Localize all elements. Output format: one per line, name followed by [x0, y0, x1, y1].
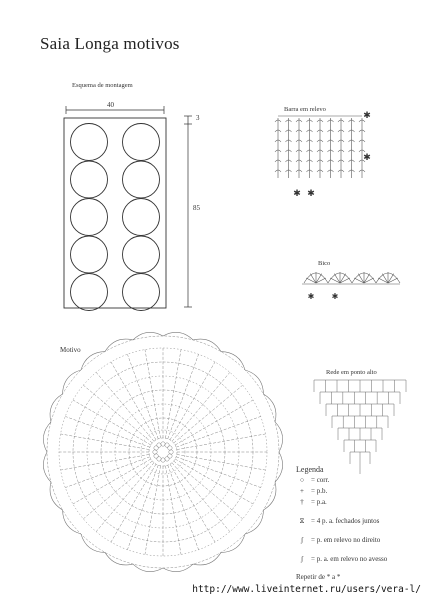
motif-circle: [71, 274, 108, 311]
legend-item: [296, 486, 387, 497]
assembly-height-label: 85: [193, 204, 200, 212]
motif-round: [149, 438, 177, 466]
center-chain: [154, 454, 158, 458]
motif-scallop: [263, 394, 276, 422]
motif-circle: [123, 124, 160, 161]
legend: [296, 464, 387, 583]
center-chain: [165, 457, 169, 461]
motif-circle: [71, 161, 108, 198]
motif-circles: [71, 124, 160, 311]
center-chain: [161, 442, 165, 446]
height-dimension: [184, 116, 192, 307]
motif-spoke: [177, 454, 266, 470]
motif-spoke: [61, 434, 150, 450]
motif-scallop: [81, 352, 105, 370]
motif-scallop: [163, 332, 193, 340]
legend-repeat: Repetir de * a *: [296, 573, 341, 581]
repeat-asterisk: ✱: [363, 110, 371, 120]
assembly-top-label: 3: [196, 114, 200, 122]
motif-spoke: [145, 466, 161, 555]
legend-heading: Legenda: [296, 465, 324, 474]
center-chain: [168, 454, 172, 458]
motif-scallop: [50, 482, 63, 510]
center-chain: [168, 446, 172, 450]
motif-circle: [123, 274, 160, 311]
motif-scallop: [221, 534, 245, 552]
repeat-asterisk: ✱: [307, 292, 315, 301]
legend-text: = 4 p. a. fechados juntos: [311, 517, 380, 525]
motif-chart: [43, 332, 282, 571]
motif-spoke: [176, 416, 261, 447]
motif-scallop: [105, 552, 133, 565]
bico-chart: [302, 272, 400, 301]
motif-spoke: [176, 457, 261, 488]
motif-circle: [123, 236, 160, 273]
motif-spoke: [127, 354, 158, 439]
legend-text: = p. a. em relevo no avesso: [311, 555, 388, 563]
motif-scallop: [63, 370, 81, 394]
assembly-width-label: 40: [107, 101, 114, 109]
front-post-icon: ʃ: [300, 536, 304, 544]
motif-scallop: [221, 352, 245, 370]
single-crochet-icon: +: [300, 487, 304, 495]
center-chain: [153, 450, 157, 454]
motif-spoke: [168, 354, 199, 439]
motif-scallop: [263, 482, 276, 510]
motif-spoke: [165, 350, 181, 439]
motif-spoke: [145, 350, 161, 439]
motif-circle: [123, 161, 160, 198]
cluster-icon: ⧖: [299, 517, 305, 525]
width-dimension: [66, 106, 164, 114]
source-url: http://www.liveinternet.ru/users/vera-l/: [192, 584, 421, 595]
legend-item: [296, 554, 387, 565]
net-label: Rede em ponto alto: [326, 369, 377, 376]
center-chain: [169, 450, 173, 454]
motif-spoke: [165, 466, 181, 555]
motif-spoke: [65, 457, 150, 488]
motif-circle: [71, 124, 108, 161]
motif-spoke: [127, 465, 158, 550]
motif-scallop: [133, 564, 163, 572]
legend-text: = p.a.: [311, 498, 327, 506]
motif-scallop: [245, 510, 263, 534]
motif-spoke: [168, 465, 199, 550]
motif-spoke: [177, 434, 266, 450]
motif-scallop: [105, 339, 133, 352]
motif-spoke: [65, 416, 150, 447]
relief-bar-chart: [275, 110, 371, 198]
center-chain: [157, 457, 161, 461]
page-title: Saia Longa motivos: [40, 34, 180, 53]
motif-circle: [71, 236, 108, 273]
net-chart: [314, 380, 406, 474]
motif-label: Motivo: [60, 346, 81, 354]
motif-scallop: [193, 339, 221, 352]
center-chain: [161, 458, 165, 462]
back-post-icon: ʃ: [300, 555, 304, 563]
assembly-label: Esquema de montagem: [72, 82, 133, 89]
motif-scallop: [245, 370, 263, 394]
center-chain: [165, 443, 169, 447]
double-crochet-icon: †: [300, 498, 304, 506]
repeat-asterisk: ✱: [331, 292, 339, 301]
motif-scallop: [193, 552, 221, 565]
legend-text: = corr.: [311, 476, 330, 484]
repeat-asterisk: ✱: [363, 152, 371, 162]
relief-bars-label: Barra em relevo: [284, 106, 326, 113]
motif-round: [59, 348, 267, 556]
chain-stitch-icon: ○: [299, 476, 305, 484]
repeat-asterisk: ✱: [293, 188, 301, 198]
legend-item: [296, 535, 387, 546]
legend-item: [296, 475, 387, 486]
center-chain: [157, 443, 161, 447]
legend-text: = p. em relevo no direito: [311, 536, 381, 544]
motif-scallop: [81, 534, 105, 552]
motif-spoke: [61, 454, 150, 470]
motif-scallop: [50, 394, 63, 422]
center-chain: [154, 446, 158, 450]
legend-text: = p.b.: [311, 487, 328, 495]
repeat-asterisk: ✱: [307, 188, 315, 198]
bico-label: Bico: [318, 260, 331, 267]
motif-circle: [71, 199, 108, 236]
motif-scallop: [63, 510, 81, 534]
legend-item: [296, 497, 387, 508]
assembly-frame: [64, 118, 166, 308]
motif-circle: [123, 199, 160, 236]
legend-item: [296, 516, 387, 527]
